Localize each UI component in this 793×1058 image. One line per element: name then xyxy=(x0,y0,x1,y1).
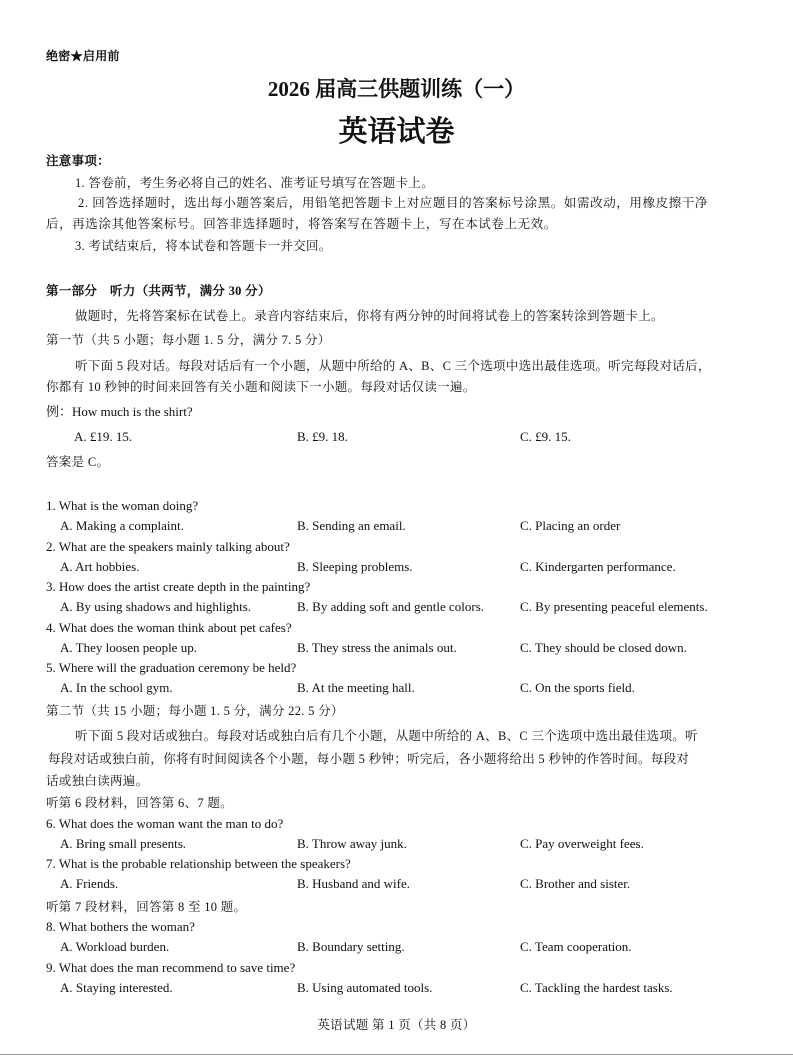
question-9-option-b: B. Using automated tools. xyxy=(297,980,433,995)
question-3-option-b: B. By adding soft and gentle colors. xyxy=(297,599,485,614)
section1-heading: 第一节（共 5 小题；每小题 1. 5 分，满分 7. 5 分） xyxy=(46,333,331,347)
question-6-option-b: B. Throw away junk. xyxy=(297,836,407,851)
question-7-option-b: B. Husband and wife. xyxy=(297,876,411,891)
question-9-option-c: C. Tackling the hardest tasks. xyxy=(520,980,673,995)
question-1-option-b: B. Sending an email. xyxy=(297,518,406,533)
question-2-option-b: B. Sleeping problems. xyxy=(297,559,413,574)
material-7-label: 听第 7 段材料，回答第 8 至 10 题。 xyxy=(46,900,247,914)
notes-heading: 注意事项： xyxy=(46,154,111,168)
section1-instr-2: 你都有 10 秒钟的时间来回答有关小题和阅读下一小题。每段对话仅读一遍。 xyxy=(46,380,476,394)
question-9-option-a: A. Staying interested. xyxy=(60,980,173,995)
question-8-option-a: A. Workload burden. xyxy=(60,939,170,954)
question-2-option-c: C. Kindergarten performance. xyxy=(520,559,676,574)
material-6-label: 听第 6 段材料，回答第 6、7 题。 xyxy=(46,796,233,810)
question-1: 1. What is the woman doing? xyxy=(46,498,199,513)
question-1-option-a: A. Making a complaint. xyxy=(60,518,184,533)
question-5: 5. Where will the graduation ceremony be held? xyxy=(46,660,297,675)
part1-intro: 做题时，先将答案标在试卷上。录音内容结束后，你将有两分钟的时间将试卷上的答案转涂到答题卡上。 xyxy=(75,309,664,323)
note-1: 1. 答卷前，考生务必将自己的姓名、准考证号填写在答题卡上。 xyxy=(75,176,435,190)
question-5-option-c: C. On the sports field. xyxy=(520,680,635,695)
question-2-option-a: A. Art hobbies. xyxy=(60,559,140,574)
example-question: 例：How much is the shirt? xyxy=(46,404,193,419)
note-3: 3. 考试结束后，将本试卷和答题卡一并交回。 xyxy=(75,239,332,253)
exam-title: 2026 届高三供题训练（一） xyxy=(267,77,526,101)
example-option-c: C. £9. 15. xyxy=(520,429,571,444)
question-7-option-a: A. Friends. xyxy=(60,876,119,891)
section2-instr-2: 每段对话或独白前，你将有时间阅读各个小题，每小题 5 秒钟；听完后，各小题将给出 5 秒钟的作答时间。每段对 xyxy=(48,752,690,766)
question-5-option-a: A. In the school gym. xyxy=(60,680,173,695)
question-3-option-a: A. By using shadows and highlights. xyxy=(60,599,252,614)
question-3: 3. How does the artist create depth in the painting? xyxy=(46,579,311,594)
example-option-b: B. £9. 18. xyxy=(297,429,348,444)
example-option-a: A. £19. 15. xyxy=(74,429,133,444)
note-2: 2. 回答选择题时，选出每小题答案后，用铅笔把答题卡上对应题目的答案标号涂黑。如需改动，用橡皮擦干净 xyxy=(78,196,709,210)
question-3-option-c: C. By presenting peaceful elements. xyxy=(520,599,708,614)
question-2: 2. What are the speakers mainly talking about? xyxy=(46,539,290,554)
section1-instr-1: 听下面 5 段对话。每段对话后有一个小题，从题中所给的 A、B、C 三个选项中选出最佳选项。听完每段对话后， xyxy=(75,359,711,373)
question-4-option-b: B. They stress the animals out. xyxy=(297,640,457,655)
question-7: 7. What is the probable relationship between the speakers? xyxy=(46,856,351,871)
confidential-label: 绝密★启用前 xyxy=(46,49,120,63)
question-8: 8. What bothers the woman? xyxy=(46,919,195,934)
question-4-option-c: C. They should be closed down. xyxy=(520,640,687,655)
question-8-option-b: B. Boundary setting. xyxy=(297,939,405,954)
question-8-option-c: C. Team cooperation. xyxy=(520,939,632,954)
note-2-cont: 后，再选涂其他答案标号。回答非选择题时，将答案写在答题卡上，写在本试卷上无效。 xyxy=(46,217,557,231)
section2-heading: 第二节（共 15 小题；每小题 1. 5 分，满分 22. 5 分） xyxy=(46,704,344,718)
question-5-option-b: B. At the meeting hall. xyxy=(297,680,415,695)
question-4: 4. What does the woman think about pet cafes? xyxy=(46,620,292,635)
question-7-option-c: C. Brother and sister. xyxy=(520,876,631,891)
part1-heading: 第一部分 听力（共两节，满分 30 分） xyxy=(46,284,271,298)
question-1-option-c: C. Placing an order xyxy=(520,518,621,533)
exam-subtitle: 英语试卷 xyxy=(338,116,455,148)
example-answer: 答案是 C。 xyxy=(46,455,110,469)
question-4-option-a: A. They loosen people up. xyxy=(60,640,197,655)
question-6-option-c: C. Pay overweight fees. xyxy=(520,836,644,851)
question-6: 6. What does the woman want the man to do? xyxy=(46,816,284,831)
section2-instr-3: 话或独白读两遍。 xyxy=(46,774,149,788)
page-footer: 英语试题 第 1 页（共 8 页） xyxy=(317,1018,476,1032)
section2-instr-1: 听下面 5 段对话或独白。每段对话或独白后有几个小题，从题中所给的 A、B、C 三个选项中选出最佳选项。听 xyxy=(75,729,698,743)
question-9: 9. What does the man recommend to save time? xyxy=(46,960,296,975)
question-6-option-a: A. Bring small presents. xyxy=(60,836,187,851)
page-bottom-rule xyxy=(0,1054,793,1055)
